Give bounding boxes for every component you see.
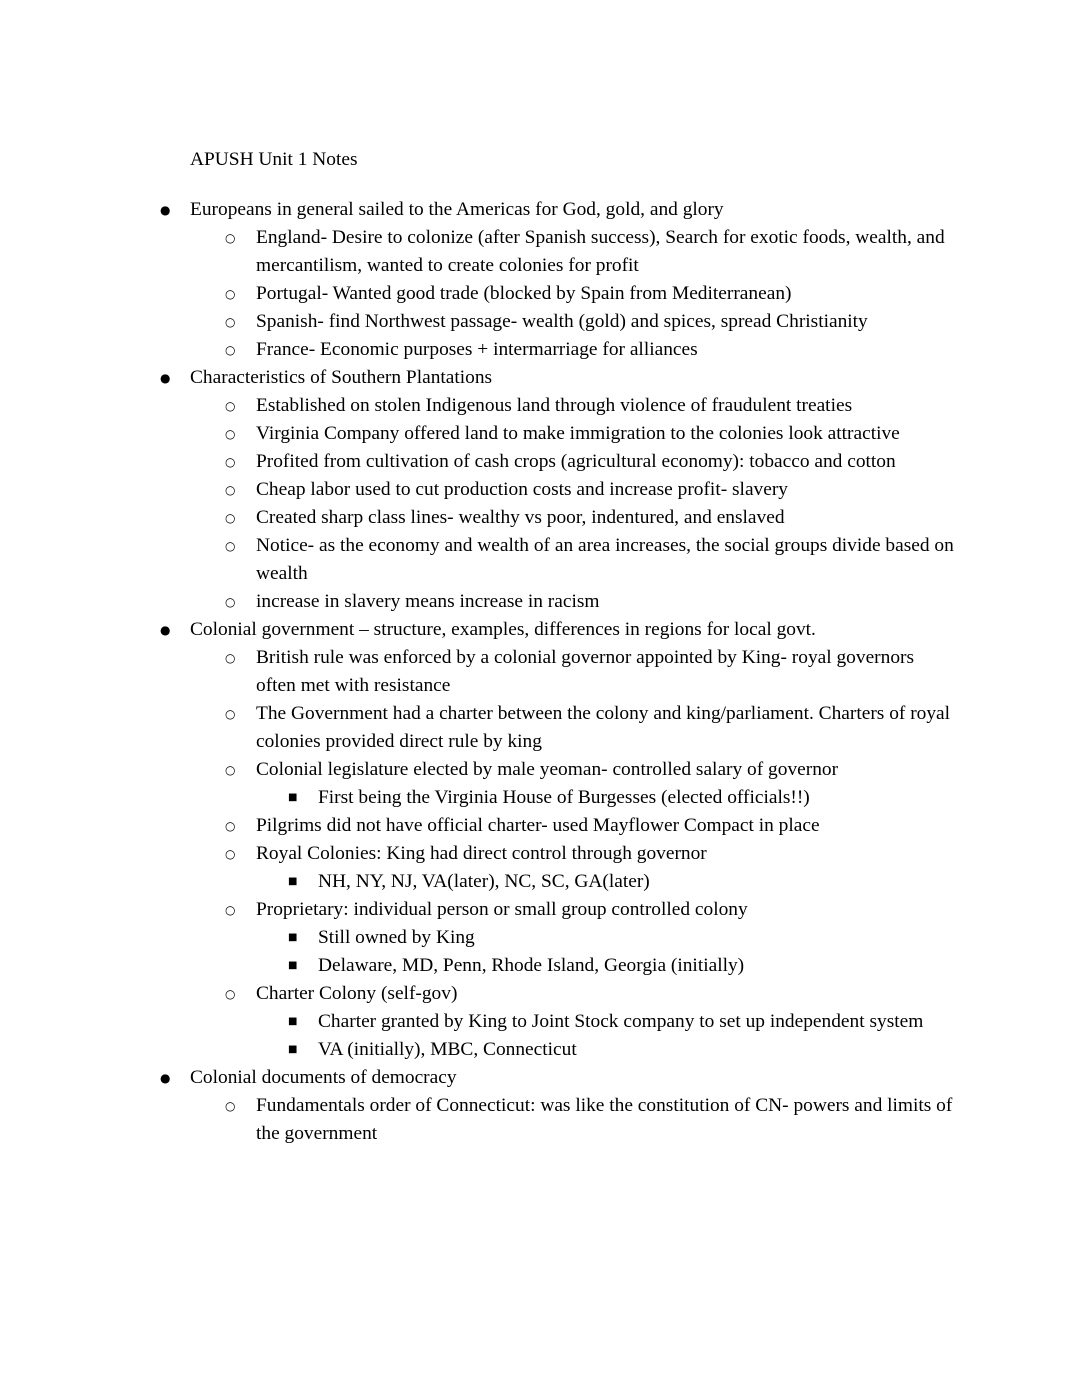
list-item-text: England- Desire to colonize (after Spanish success), Search for exotic foods, wealth, and mercantilism, wanted to create colonies for profit (256, 227, 945, 276)
list-item-text: increase in slavery means increase in racism (256, 591, 600, 612)
bullet-circle-icon: ○ (225, 819, 236, 833)
bullet-circle-icon: ○ (225, 763, 236, 777)
list-item (225, 1092, 955, 1148)
bullet-square-icon: ■ (288, 876, 298, 887)
list-item (225, 840, 955, 868)
list-item (225, 476, 955, 504)
bullet-circle-icon: ○ (225, 651, 236, 665)
bullet-circle-icon: ○ (225, 483, 236, 497)
list-item (288, 952, 955, 980)
bullet-circle-icon: ○ (225, 511, 236, 525)
list-item (160, 196, 955, 224)
list-item-text: Charter Colony (self-gov) (256, 983, 458, 1004)
list-item-text: Virginia Company offered land to make immigration to the colonies look attractive (256, 423, 900, 444)
bullet-square-icon: ■ (288, 960, 298, 971)
list-item (225, 224, 955, 280)
notes-list (127, 196, 955, 1148)
list-item (225, 756, 955, 784)
list-item-text: Spanish- find Northwest passage- wealth (gold) and spices, spread Christianity (256, 311, 868, 332)
bullet-square-icon: ■ (288, 932, 298, 943)
list-item (288, 1008, 955, 1036)
list-item-text: Notice- as the economy and wealth of an area increases, the social groups divide based on wealth (256, 535, 954, 584)
list-item-text: Royal Colonies: King had direct control through governor (256, 843, 707, 864)
bullet-circle-icon: ○ (225, 847, 236, 861)
list-item-text: Proprietary: individual person or small group controlled colony (256, 899, 748, 920)
list-item (225, 700, 955, 756)
bullet-disc-icon: ● (160, 371, 171, 385)
list-item-text: Charter granted by King to Joint Stock company to set up independent system (318, 1011, 924, 1032)
bullet-circle-icon: ○ (225, 707, 236, 721)
list-item (225, 280, 955, 308)
list-item (160, 616, 955, 644)
list-item (225, 644, 955, 700)
list-item-text: Colonial documents of democracy (190, 1067, 457, 1088)
list-item-text: Delaware, MD, Penn, Rhode Island, Georgia (initially) (318, 955, 745, 976)
list-item (225, 896, 955, 924)
bullet-square-icon: ■ (288, 1016, 298, 1027)
list-item (160, 1064, 955, 1092)
bullet-circle-icon: ○ (225, 595, 236, 609)
bullet-circle-icon: ○ (225, 287, 236, 301)
bullet-circle-icon: ○ (225, 399, 236, 413)
list-item-text: Portugal- Wanted good trade (blocked by Spain from Mediterranean) (256, 283, 792, 304)
list-item-text: British rule was enforced by a colonial governor appointed by King- royal governors often met with resistance (256, 647, 915, 696)
list-item (225, 812, 955, 840)
list-item-text: Fundamentals order of Connecticut: was like the constitution of CN- powers and limits of the government (256, 1095, 953, 1144)
bullet-circle-icon: ○ (225, 231, 236, 245)
list-item (225, 588, 955, 616)
list-item-text: Colonial legislature elected by male yeoman- controlled salary of governor (256, 759, 839, 780)
list-item (288, 924, 955, 952)
list-item (225, 532, 955, 588)
bullet-circle-icon: ○ (225, 903, 236, 917)
list-item-text: First being the Virginia House of Burgesses (elected officials!!) (318, 787, 810, 808)
bullet-circle-icon: ○ (225, 315, 236, 329)
list-item-text: Established on stolen Indigenous land through violence of fraudulent treaties (256, 395, 853, 416)
bullet-circle-icon: ○ (225, 1099, 236, 1113)
list-item-text: Europeans in general sailed to the Americas for God, gold, and glory (190, 199, 724, 220)
list-item (288, 784, 955, 812)
list-item-text: VA (initially), MBC, Connecticut (318, 1039, 577, 1060)
bullet-circle-icon: ○ (225, 987, 236, 1001)
bullet-square-icon: ■ (288, 792, 298, 803)
bullet-disc-icon: ● (160, 1071, 171, 1085)
bullet-square-icon: ■ (288, 1044, 298, 1055)
list-item (160, 364, 955, 392)
list-item (225, 336, 955, 364)
list-item-text: Colonial government – structure, examples, differences in regions for local govt. (190, 619, 816, 640)
list-item-text: Pilgrims did not have official charter- used Mayflower Compact in place (256, 815, 820, 836)
document-title: APUSH Unit 1 Notes (190, 149, 358, 170)
list-item-text: Created sharp class lines- wealthy vs poor, indentured, and enslaved (256, 507, 785, 528)
list-item (225, 392, 955, 420)
list-item (225, 420, 955, 448)
list-item (225, 448, 955, 476)
bullet-circle-icon: ○ (225, 343, 236, 357)
list-item-text: Cheap labor used to cut production costs and increase profit- slavery (256, 479, 789, 500)
bullet-disc-icon: ● (160, 203, 171, 217)
list-item-text: France- Economic purposes + intermarriage for alliances (256, 339, 698, 360)
bullet-circle-icon: ○ (225, 427, 236, 441)
list-item-text: The Government had a charter between the colony and king/parliament. Charters of royal colonies provided direct rule by king (256, 703, 951, 752)
list-item (225, 308, 955, 336)
list-item (225, 980, 955, 1008)
list-item-text: Profited from cultivation of cash crops (agricultural economy): tobacco and cotton (256, 451, 896, 472)
list-item-text: NH, NY, NJ, VA(later), NC, SC, GA(later) (318, 871, 650, 892)
list-item (288, 1036, 955, 1064)
list-item (225, 504, 955, 532)
bullet-circle-icon: ○ (225, 539, 236, 553)
list-item (288, 868, 955, 896)
list-item-text: Still owned by King (318, 927, 475, 948)
list-item-text: Characteristics of Southern Plantations (190, 367, 493, 388)
bullet-circle-icon: ○ (225, 455, 236, 469)
bullet-disc-icon: ● (160, 623, 171, 637)
